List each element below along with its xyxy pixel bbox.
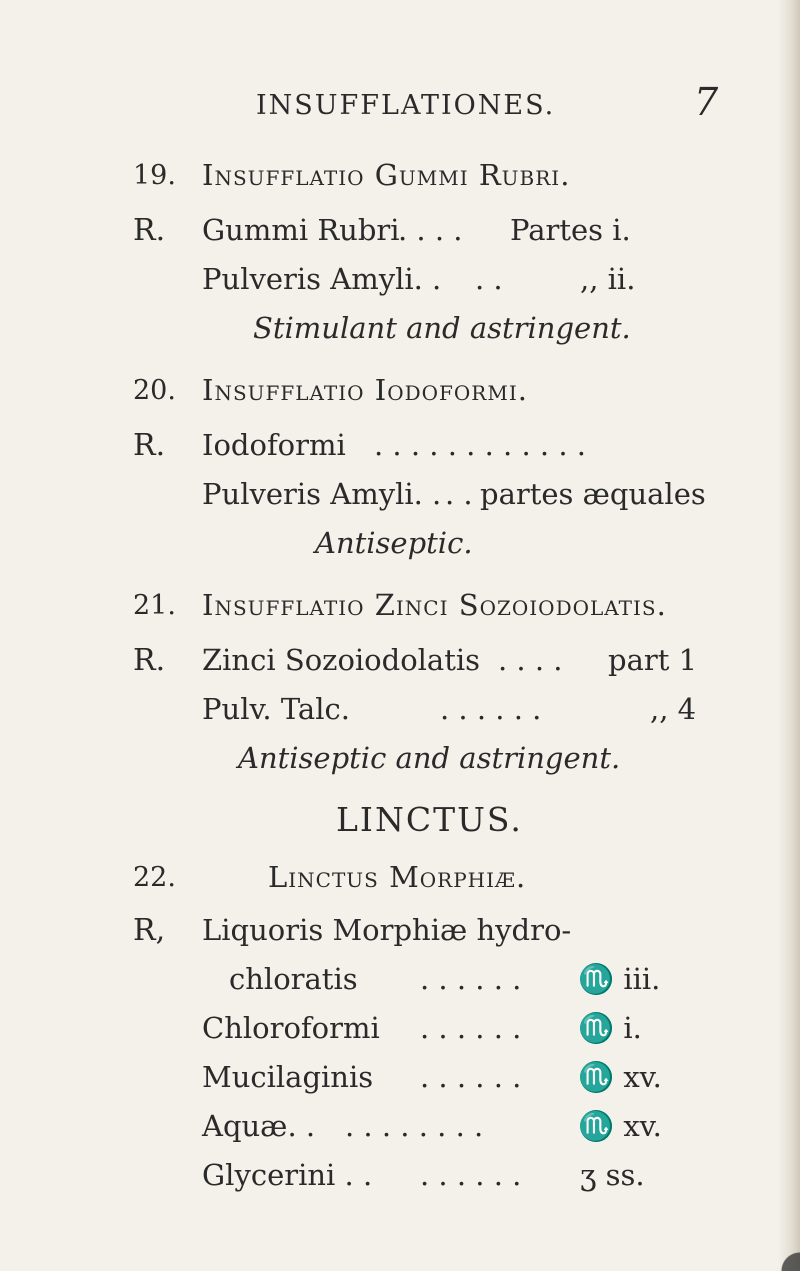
ingredient-amount: ♏ iii. bbox=[578, 962, 661, 996]
ingredient-amount: ♏ xv. bbox=[578, 1060, 662, 1094]
ingredient-name: Iodoformi bbox=[202, 428, 346, 462]
section-title: Insufflatio Zinci Sozoiodolatis. bbox=[202, 588, 667, 622]
ingredient-name: Gummi Rubri bbox=[202, 213, 400, 247]
indication-note: Stimulant and astringent. bbox=[253, 311, 631, 345]
section-number: 21. bbox=[133, 590, 176, 621]
page-number: 7 bbox=[694, 80, 719, 124]
dot-leader: . . bbox=[475, 262, 503, 296]
ingredient-amount: ,, ii. bbox=[580, 262, 636, 296]
running-header: INSUFFLATIONES. bbox=[256, 90, 556, 121]
indication-note: Antiseptic and astringent. bbox=[238, 741, 621, 775]
section-number: 20. bbox=[133, 375, 176, 406]
ingredient-name: Pulveris Amyli. . bbox=[202, 262, 442, 296]
indication-note: Antiseptic. bbox=[315, 526, 473, 560]
ingredient-name: Aquæ. . bbox=[202, 1109, 316, 1143]
ingredient-name: Mucilaginis bbox=[202, 1060, 374, 1094]
dot-leader: . . . . . . bbox=[420, 962, 522, 996]
ingredient-name: chloratis bbox=[229, 962, 358, 996]
dot-leader: . . . . . . . . bbox=[345, 1109, 484, 1143]
ingredient-name: Zinci Sozoiodolatis bbox=[202, 643, 481, 677]
page-edge bbox=[778, 0, 800, 1271]
ingredient-name: Liquoris Morphiæ hydro- bbox=[202, 913, 572, 947]
section-title: Linctus Morphiæ. bbox=[268, 860, 527, 894]
recipe-symbol: R. bbox=[133, 643, 166, 678]
dot-leader: . . . . . . . . . . . . bbox=[374, 428, 587, 462]
ingredient-amount: partes æquales bbox=[480, 477, 706, 511]
ingredient-name: Chloroformi bbox=[202, 1011, 380, 1045]
ingredient-amount: part 1 bbox=[608, 643, 698, 677]
ingredient-amount: Partes i. bbox=[510, 213, 631, 247]
dot-leader: . . . . . . bbox=[420, 1011, 522, 1045]
dot-leader: . . . . bbox=[398, 213, 463, 247]
section-number: 19. bbox=[133, 160, 176, 191]
ingredient-name: Glycerini . . bbox=[202, 1158, 373, 1192]
dot-leader: . . . . . . bbox=[420, 1060, 522, 1094]
section-title: Insufflatio Gummi Rubri. bbox=[202, 158, 571, 192]
ink-smudge bbox=[760, 1211, 800, 1271]
ingredient-amount: ♏ i. bbox=[578, 1011, 642, 1045]
chapter-heading: LINCTUS. bbox=[336, 800, 523, 839]
recipe-symbol: R. bbox=[133, 213, 166, 248]
ingredient-name: Pulveris Amyli. . bbox=[202, 477, 442, 511]
ingredient-name: Pulv. Talc. bbox=[202, 692, 350, 726]
dot-leader: . . . . . . bbox=[420, 1158, 522, 1192]
dot-leader: . . . . bbox=[498, 643, 563, 677]
section-number: 22. bbox=[133, 862, 176, 893]
recipe-symbol: R. bbox=[133, 428, 166, 463]
ingredient-amount: ,, 4 bbox=[650, 692, 697, 726]
dot-leader: . . . . . . bbox=[440, 692, 542, 726]
recipe-symbol: R, bbox=[133, 913, 166, 948]
ingredient-amount: ʒ ss. bbox=[580, 1158, 645, 1192]
ingredient-amount: ♏ xv. bbox=[578, 1109, 662, 1143]
dot-leader: . . bbox=[445, 477, 473, 511]
section-title: Insufflatio Iodoformi. bbox=[202, 373, 528, 407]
